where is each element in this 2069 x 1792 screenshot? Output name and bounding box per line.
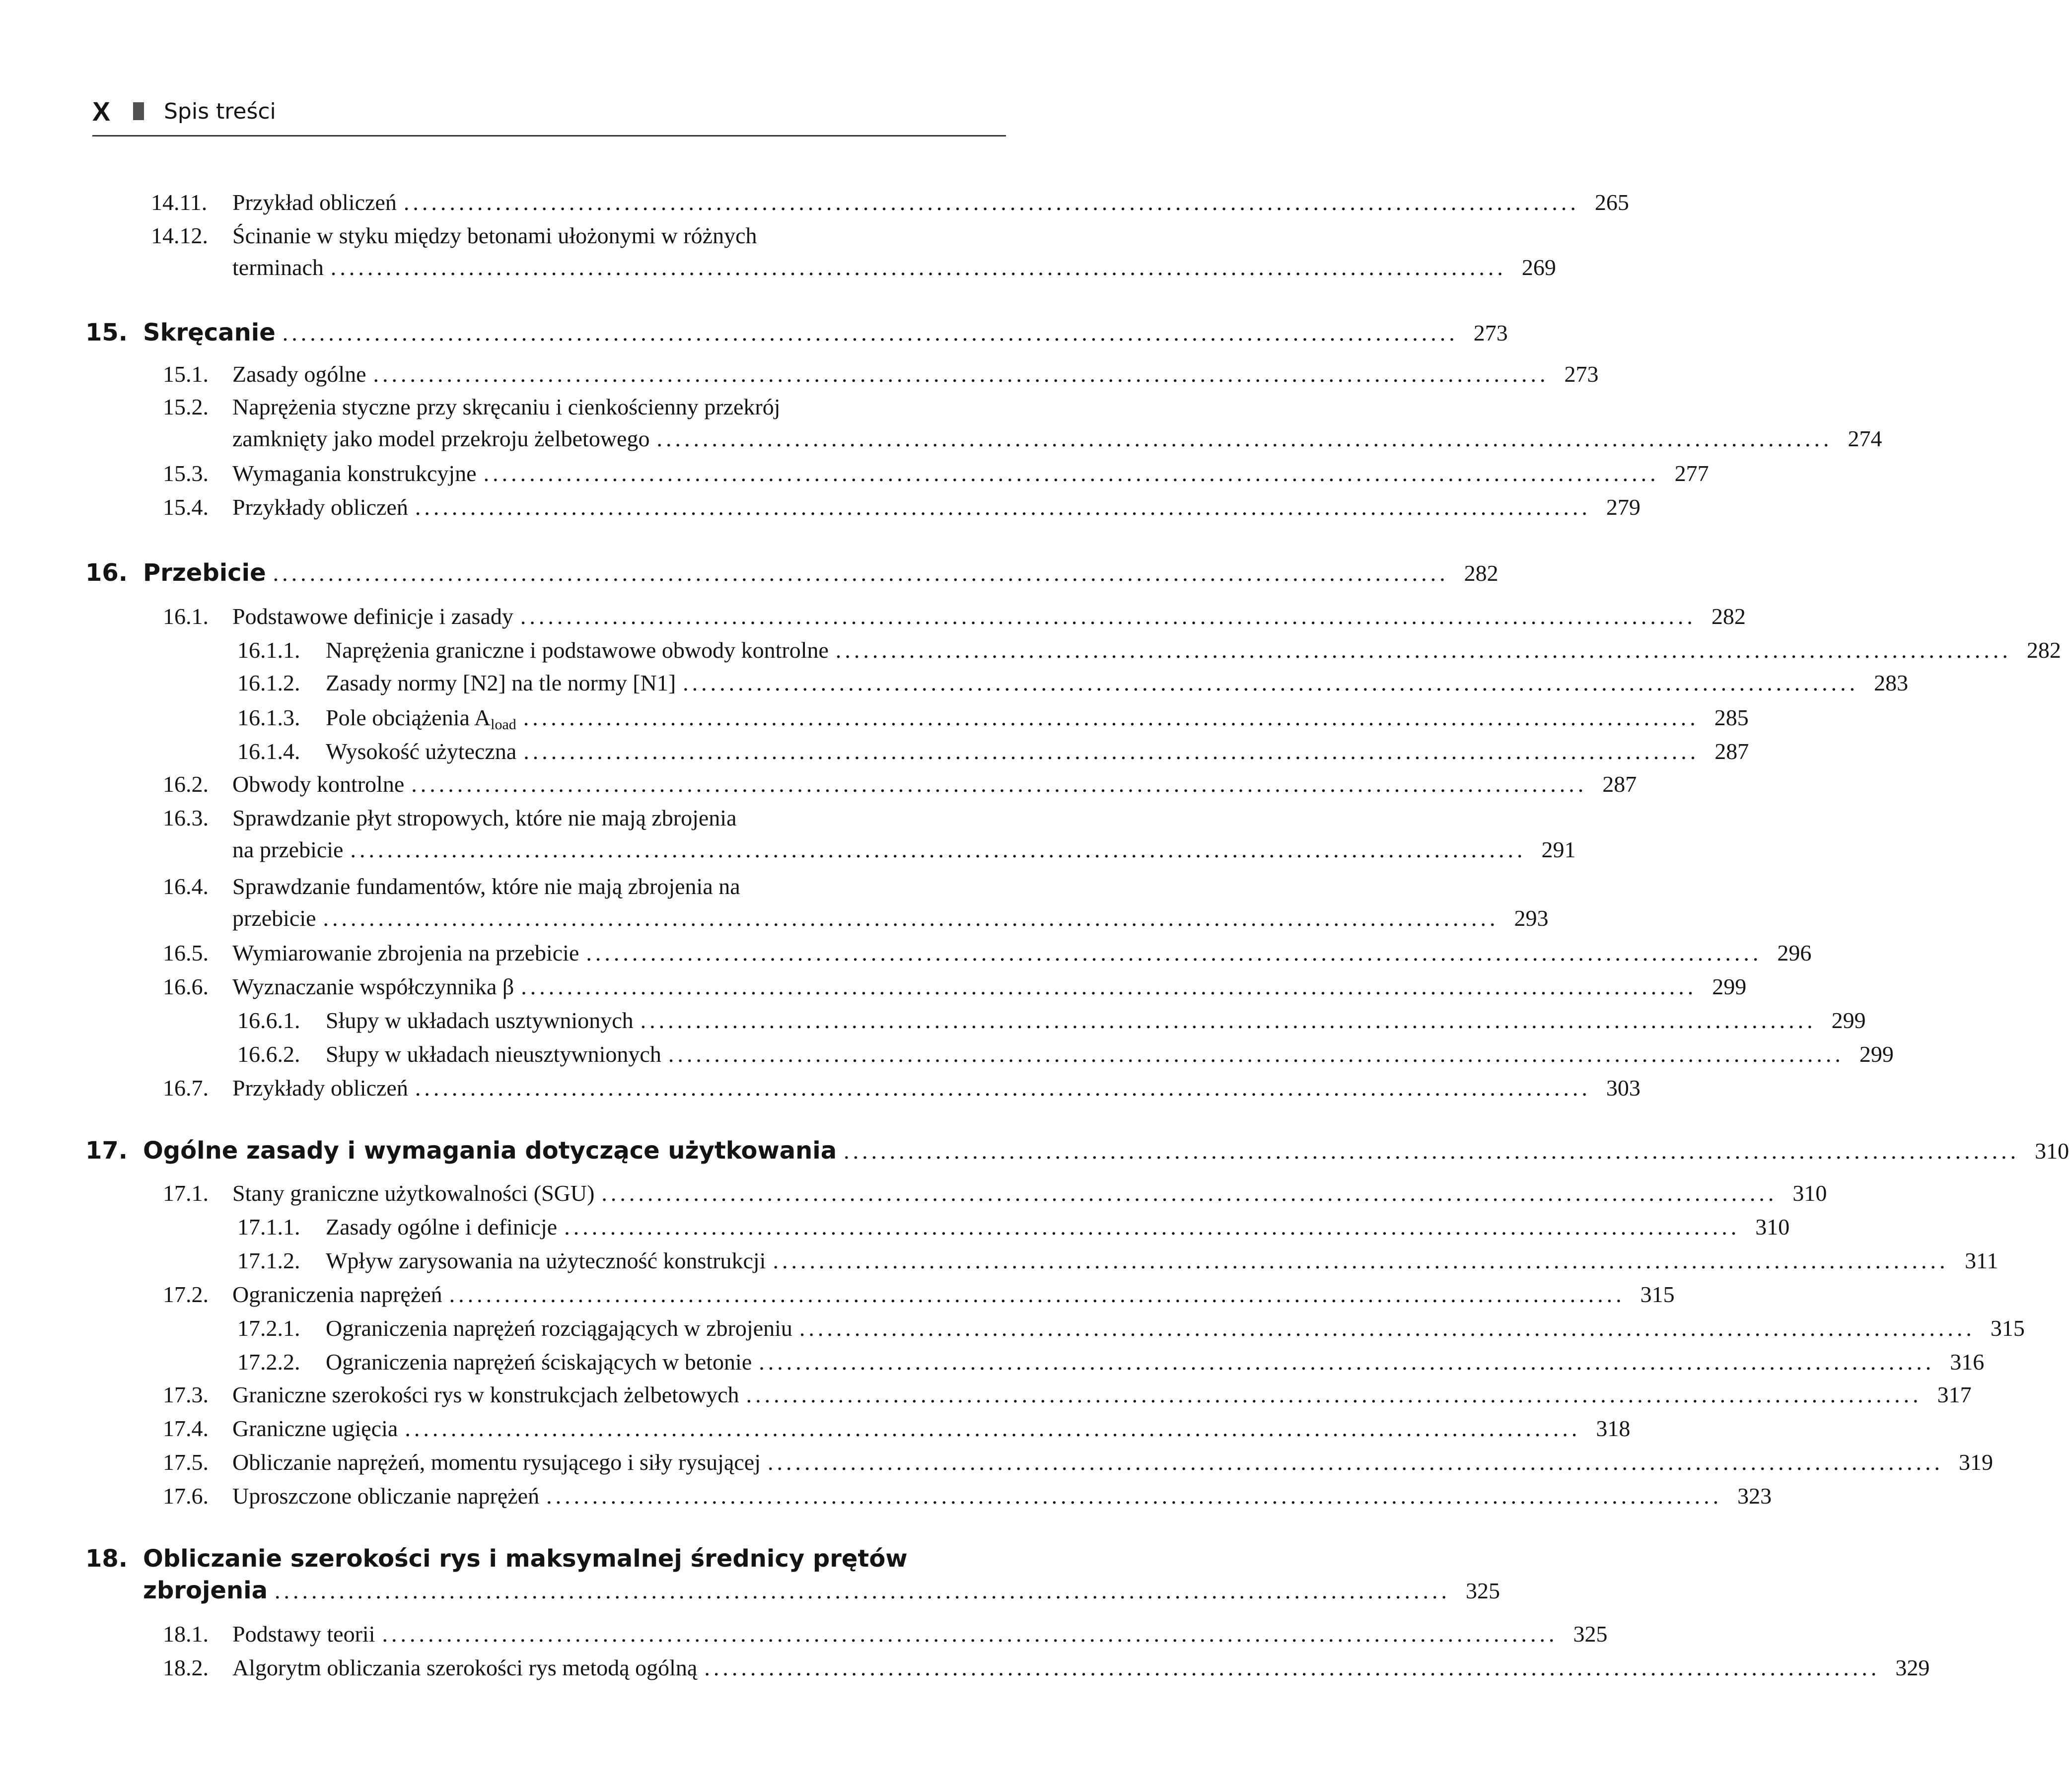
toc-entry-title: Algorytm obliczania szerokości rys metodą ogólną (232, 1655, 698, 1680)
toc-entry-number: 16.6.2. (237, 1041, 300, 1067)
toc-entry-number: 17.1.2. (237, 1248, 300, 1273)
toc-chapter-number: 18. (85, 1545, 128, 1573)
toc-entry-title: Wpływ zarysowania na użyteczność konstrukcji (326, 1248, 766, 1273)
toc-entry-page: 317 (1937, 1382, 1972, 1407)
toc-entry-page: 274 (1848, 426, 1882, 451)
toc-entry-page: 325 (1465, 1578, 1500, 1603)
toc-entry-number: 16.1. (163, 604, 209, 629)
toc-entry-title: Obwody kontrolne (232, 771, 405, 797)
toc-entry-number: 17.2.1. (237, 1315, 300, 1341)
toc-entry-title: Wysokość użyteczna (326, 739, 517, 764)
toc-entry-17-1-1[interactable] (237, 1211, 1790, 1243)
toc-entry-page: 283 (1874, 670, 1909, 695)
toc-entry-15-2[interactable] (163, 391, 1882, 455)
toc-leader-dots: ................................................................................................................................ (403, 190, 1579, 215)
toc-leader-dots: ................................................................................................................................ (449, 1282, 1625, 1307)
toc-entry-number: 17.2.2. (237, 1349, 300, 1375)
toc-entry-page: 315 (1640, 1282, 1675, 1307)
toc-chapter-title: zbrojenia (143, 1577, 268, 1604)
toc-leader-dots: ................................................................................................................................ (704, 1655, 1880, 1680)
toc-entry-page: 282 (1711, 604, 1746, 629)
toc-entry-15-3[interactable] (163, 458, 1709, 489)
toc-entry-title: Stany graniczne użytkowalności (SGU) (232, 1180, 595, 1206)
toc-entry-title: Graniczne szerokości rys w konstrukcjach żelbetowych (232, 1382, 739, 1407)
toc-entry-title-main: Pole obciążenia A (326, 705, 491, 730)
toc-entry-16-1-4[interactable] (237, 736, 1749, 767)
toc-entry-page: 299 (1712, 974, 1747, 999)
toc-entry-title: Ograniczenia naprężeń rozciągających w zbrojeniu (326, 1315, 792, 1341)
toc-leader-dots: ................................................................................................................................ (521, 974, 1697, 999)
toc-leader-dots: ................................................................................................................................ (411, 771, 1587, 797)
toc-entry-number: 17.4. (163, 1416, 209, 1441)
toc-entry-number: 15.3. (163, 461, 209, 486)
toc-entry-number: 16.1.3. (237, 705, 300, 730)
toc-leader-dots: ................................................................................................................................ (415, 1075, 1591, 1101)
toc-entry-page: 265 (1594, 190, 1629, 215)
toc-leader-dots: ................................................................................................................................ (330, 255, 1506, 280)
toc-leader-dots: ................................................................................................................................ (768, 1449, 1943, 1475)
toc-entry-title: Słupy w układach nieusztywnionych (326, 1041, 661, 1067)
toc-entry-17-2-1[interactable] (237, 1312, 2025, 1344)
toc-entry-title: Ograniczenia naprężeń (232, 1282, 442, 1307)
toc-entry-17-5[interactable] (163, 1447, 1993, 1478)
toc-entry-title: Podstawy teorii (232, 1621, 375, 1647)
toc-chapter-title: Przebicie (143, 559, 266, 587)
toc-chapter-15[interactable] (85, 317, 1508, 348)
toc-entry-page: 269 (1521, 255, 1556, 280)
toc-entry-18-1[interactable] (163, 1618, 1608, 1650)
toc-entry-17-1-2[interactable] (237, 1245, 1998, 1277)
toc-leader-dots: ................................................................................................................................ (323, 905, 1499, 931)
toc-leader-dots: ................................................................................................................................ (274, 1578, 1450, 1603)
toc-entry-number: 16.5. (163, 940, 209, 965)
toc-entry-page: 323 (1737, 1483, 1772, 1509)
toc-leader-dots: ................................................................................................................................ (656, 426, 1833, 451)
toc-leader-dots: ................................................................................................................................ (273, 560, 1449, 586)
toc-entry-number: 16.6.1. (237, 1008, 300, 1033)
toc-leader-dots: ................................................................................................................................ (586, 940, 1762, 965)
toc-entry-title-line1: Naprężenia styczne przy skręcaniu i cienkościenny przekrój (232, 394, 781, 419)
toc-chapter-number: 15. (85, 319, 128, 346)
toc-entry-number: 17.1. (163, 1180, 209, 1206)
toc-entry-page: 277 (1674, 461, 1709, 486)
toc-entry-18-2[interactable] (163, 1652, 1930, 1684)
toc-entry-page: 329 (1895, 1655, 1930, 1680)
toc-entry-page: 293 (1514, 905, 1549, 931)
toc-chapter-number: 16. (85, 559, 128, 587)
toc-entry-number: 15.2. (163, 394, 209, 419)
toc-leader-dots: ................................................................................................................................ (520, 604, 1696, 629)
toc-chapter-16[interactable] (85, 557, 1498, 589)
toc-entry-title-line1: Ścinanie w styku między betonami ułożonymi w różnych (232, 223, 757, 248)
toc-entry-page: 296 (1777, 940, 1812, 965)
toc-entry-16-7[interactable] (163, 1072, 1641, 1104)
toc-entry-title: Przykłady obliczeń (232, 1075, 408, 1101)
toc-entry-page: 315 (1990, 1315, 2025, 1341)
toc-entry-title: na przebicie (232, 837, 344, 862)
toc-entry-number: 17.2. (163, 1282, 209, 1307)
toc-entry-page: 325 (1573, 1621, 1608, 1647)
toc-entry-number: 16.7. (163, 1075, 209, 1101)
toc-entry-number: 14.11. (151, 190, 208, 215)
toc-leader-dots: ................................................................................................................................ (759, 1349, 1935, 1375)
toc-entry-14-11[interactable] (151, 187, 1629, 218)
toc-entry-page: 273 (1473, 320, 1508, 345)
toc-entry-16-3[interactable] (163, 802, 1576, 866)
toc-entry-title-subscript: load (491, 716, 516, 733)
toc-leader-dots: ................................................................................................................................ (282, 320, 1458, 345)
toc-leader-dots: ................................................................................................................................ (668, 1041, 1844, 1067)
toc-entry-title: Obliczanie naprężeń, momentu rysującego i siły rysującej (232, 1449, 761, 1475)
toc-entry-number: 18.2. (163, 1655, 209, 1680)
toc-leader-dots: ................................................................................................................................ (382, 1621, 1558, 1647)
toc-chapter-title: Ogólne zasady i wymagania dotyczące użytkowania (143, 1137, 837, 1165)
toc-entry-title: Przykład obliczeń (232, 190, 397, 215)
toc-leader-dots: ................................................................................................................................ (523, 739, 1700, 764)
header-square-icon (133, 102, 144, 120)
toc-leader-dots: ................................................................................................................................ (483, 461, 1659, 486)
toc-entry-16-2[interactable] (163, 768, 1637, 800)
toc-entry-15-4[interactable] (163, 491, 1641, 523)
header-rule (92, 135, 1006, 137)
header-page-letter: X (92, 97, 111, 127)
toc-entry-title: Graniczne ugięcia (232, 1416, 398, 1441)
header-title: Spis treści (164, 99, 276, 124)
toc-entry-page: 310 (1755, 1214, 1790, 1240)
toc-entry-number: 16.6. (163, 974, 209, 999)
toc-entry-title: Uproszczone obliczanie naprężeń (232, 1483, 540, 1509)
toc-entry-page: 287 (1602, 771, 1637, 797)
toc-leader-dots: ................................................................................................................................ (415, 494, 1591, 520)
toc-leader-dots: ................................................................................................................................ (844, 1138, 2020, 1164)
toc-entry-14-12[interactable] (151, 220, 1556, 283)
toc-entry-number: 16.1.4. (237, 739, 300, 764)
toc-entry-17-6[interactable] (163, 1480, 1772, 1512)
toc-leader-dots: ................................................................................................................................ (835, 637, 2011, 663)
toc-leader-dots: ................................................................................................................................ (523, 705, 1699, 730)
toc-entry-page: 319 (1959, 1449, 1993, 1475)
toc-leader-dots: ................................................................................................................................ (640, 1008, 1816, 1033)
toc-leader-dots: ................................................................................................................................ (405, 1416, 1581, 1441)
toc-entry-number: 16.1.2. (237, 670, 300, 695)
toc-entry-page: 282 (2026, 637, 2061, 663)
toc-entry-15-1[interactable] (163, 358, 1599, 390)
toc-leader-dots: ................................................................................................................................ (564, 1214, 1740, 1240)
toc-entry-title: Naprężenia graniczne i podstawowe obwody kontrolne (326, 637, 829, 663)
toc-leader-dots: ................................................................................................................................ (350, 837, 1526, 862)
toc-entry-title: Podstawowe definicje i zasady (232, 604, 513, 629)
toc-chapter-number: 17. (85, 1137, 128, 1165)
toc-leader-dots: ................................................................................................................................ (373, 361, 1549, 387)
toc-entry-number: 16.2. (163, 771, 209, 797)
toc-entry-page: 279 (1606, 494, 1641, 520)
toc-entry-title: Przykłady obliczeń (232, 494, 408, 520)
toc-entry-title: Wyznaczanie współczynnika β (232, 974, 514, 999)
toc-entry-title: Zasady ogólne (232, 361, 366, 387)
toc-entry-number: 15.1. (163, 361, 209, 387)
toc-entry-number: 15.4. (163, 494, 209, 520)
toc-entry-title-line1: Sprawdzanie fundamentów, które nie mają zbrojenia na (232, 874, 740, 899)
toc-entry-title: przebicie (232, 905, 316, 931)
toc-entry-17-2-2[interactable] (237, 1346, 1985, 1378)
toc-leader-dots: ................................................................................................................................ (601, 1180, 1778, 1206)
toc-entry-page: 282 (1464, 560, 1498, 586)
toc-leader-dots: ................................................................................................................................ (773, 1248, 1949, 1273)
toc-chapter-18[interactable] (85, 1543, 1500, 1606)
toc-chapter-title-line1: Obliczanie szerokości rys i maksymalnej średnicy prętów (143, 1545, 908, 1573)
page-header (92, 94, 1006, 129)
toc-entry-16-6-2[interactable] (237, 1038, 1894, 1070)
toc-entry-16-1[interactable] (163, 601, 1746, 632)
toc-entry-number: 17.1.1. (237, 1214, 300, 1240)
toc-entry-number: 17.3. (163, 1382, 209, 1407)
toc-entry-17-4[interactable] (163, 1413, 1631, 1445)
toc-entry-16-1-1[interactable] (237, 634, 2061, 666)
toc-entry-title: Zasady ogólne i definicje (326, 1214, 558, 1240)
toc-leader-dots: ................................................................................................................................ (546, 1483, 1722, 1509)
toc-entry-16-5[interactable] (163, 937, 1812, 969)
toc-entry-title: Wymagania konstrukcyjne (232, 461, 477, 486)
toc-entry-16-4[interactable] (163, 871, 1549, 934)
toc-entry-16-1-3[interactable] (237, 702, 1749, 734)
toc-entry-page: 316 (1950, 1349, 1985, 1375)
toc-entry-number: 16.1.1. (237, 637, 300, 663)
toc-chapter-title: Skręcanie (143, 319, 276, 346)
toc-entry-page: 303 (1606, 1075, 1641, 1101)
toc-entry-title (326, 702, 516, 737)
toc-entry-number: 17.6. (163, 1483, 209, 1509)
toc-entry-page: 318 (1596, 1416, 1631, 1441)
toc-entry-number: 16.3. (163, 805, 209, 830)
toc-entry-title-line1: Sprawdzanie płyt stropowych, które nie mają zbrojenia (232, 805, 737, 830)
toc-leader-dots: ................................................................................................................................ (683, 670, 1859, 695)
toc-entry-number: 16.4. (163, 874, 209, 899)
toc-entry-title: Zasady normy [N2] na tle normy [N1] (326, 670, 676, 695)
toc-entry-page: 273 (1564, 361, 1599, 387)
toc-entry-title: zamknięty jako model przekroju żelbetowego (232, 426, 650, 451)
toc-entry-16-6[interactable] (163, 971, 1747, 1003)
toc-entry-page: 310 (2035, 1138, 2069, 1164)
toc-entry-page: 311 (1965, 1248, 1998, 1273)
toc-entry-16-6-1[interactable] (237, 1005, 1866, 1036)
toc-entry-page: 310 (1792, 1180, 1827, 1206)
toc-entry-title: terminach (232, 255, 324, 280)
toc-entry-number: 17.5. (163, 1449, 209, 1475)
toc-entry-17-1[interactable] (163, 1177, 1827, 1209)
toc-entry-page: 287 (1714, 739, 1749, 764)
toc-entry-page: 299 (1831, 1008, 1866, 1033)
toc-entry-number: 14.12. (151, 223, 208, 248)
toc-entry-page: 299 (1859, 1041, 1894, 1067)
toc-entry-page: 285 (1714, 705, 1749, 730)
toc-entry-title: Ograniczenia naprężeń ściskających w betonie (326, 1349, 752, 1375)
toc-leader-dots: ................................................................................................................................ (799, 1315, 1975, 1341)
toc-entry-page: 291 (1541, 837, 1576, 862)
toc-leader-dots: ................................................................................................................................ (746, 1382, 1922, 1407)
toc-entry-16-1-2[interactable] (237, 667, 1909, 699)
toc-entry-number: 18.1. (163, 1621, 209, 1647)
toc-chapter-17[interactable] (85, 1135, 2069, 1167)
toc-entry-17-2[interactable] (163, 1279, 1675, 1310)
toc-entry-title: Słupy w układach usztywnionych (326, 1008, 634, 1033)
toc-entry-17-3[interactable] (163, 1379, 1972, 1411)
toc-entry-title: Wymiarowanie zbrojenia na przebicie (232, 940, 579, 965)
